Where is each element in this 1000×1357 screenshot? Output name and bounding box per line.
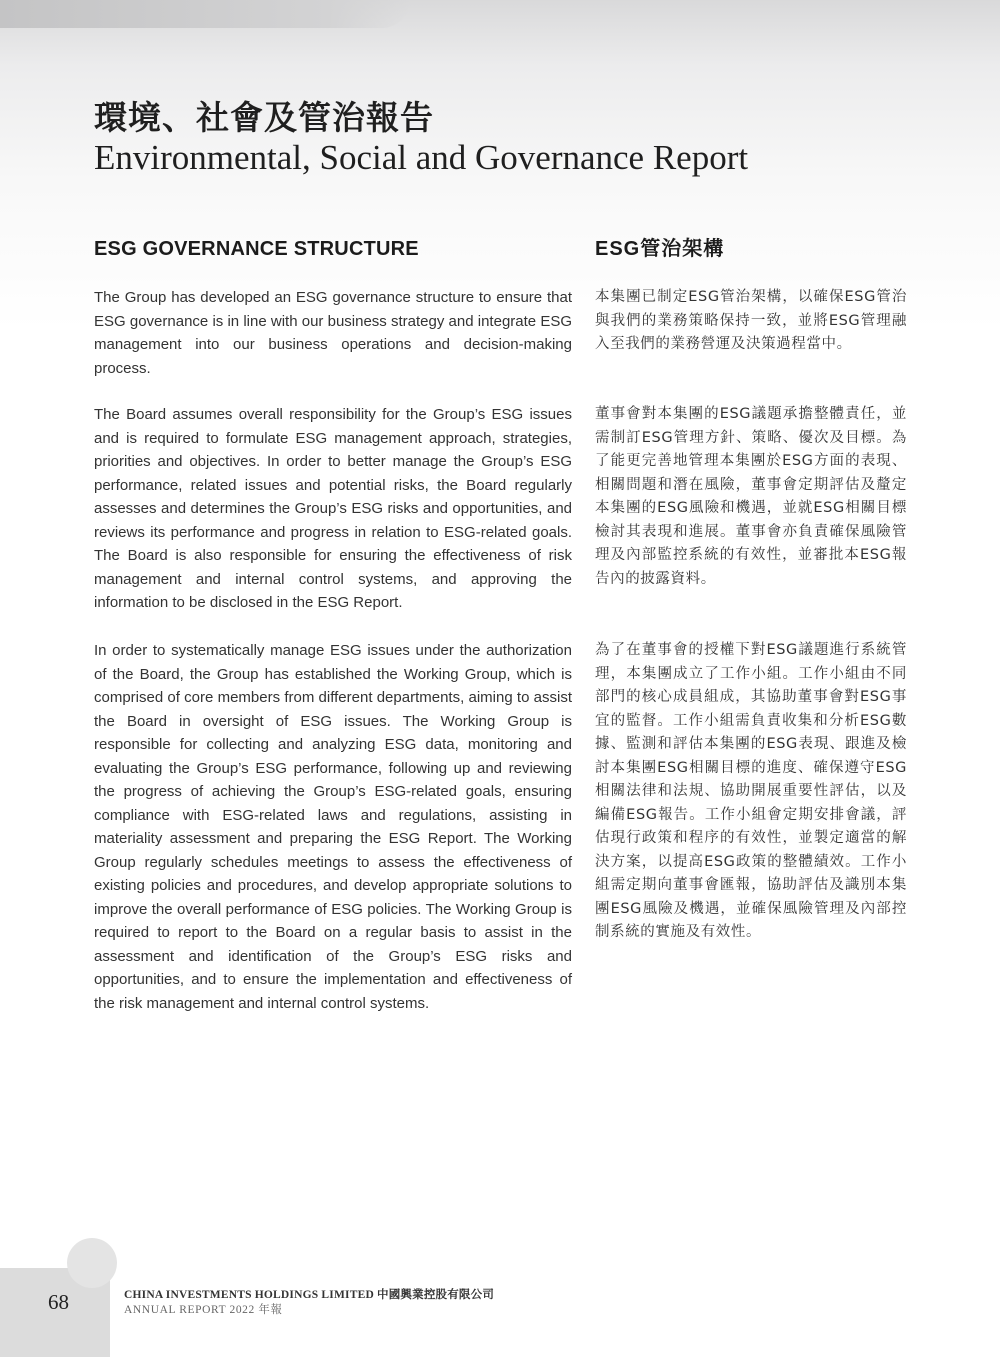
paragraph-zh-2: 董事會對本集團的ESG議題承擔整體責任，並需制訂ESG管理方針、策略、優次及目標。為了能更完善地管理本集團於ESG方面的表現、相關問題和潛在風險，董事會定期評估及釐定本集團的ESG風險和機遇，並就ESG相關目標檢討其表現和進展。董事會亦負責確保風險管理及內部監控系統的有效性，並審批本ESG報告內的披露資料。: [595, 406, 907, 587]
footer-company-name: CHINA INVESTMENTS HOLDINGS LIMITED 中國興業控股有限公司: [124, 1289, 495, 1301]
page-title-chinese: 環境、社會及管治報告: [94, 98, 434, 137]
paragraph-zh-1: 本集團已制定ESG管治架構，以確保ESG管治與我們的業務策略保持一致，並將ESG管理融入至我們的業務營運及決策過程當中。: [595, 289, 907, 352]
paragraph-zh-3: 為了在董事會的授權下對ESG議題進行系統管理，本集團成立了工作小組。工作小組由不同部門的核心成員組成，其協助董事會對ESG事宜的監督。工作小組需負責收集和分析ESG數據、監測和評估本集團的ESG表現、跟進及檢討本集團ESG相關目標的進度、確保遵守ESG相關法律和法規、協助開展重要性評估，以及編備ESG報告。工作小組會定期安排會議，評估現行政策和程序的有效性，並製定適當的解決方案，以提高ESG政策的整體績效。工作小組需定期向董事會匯報，協助評估及識別本集團ESG風險及機遇，並確保風險管理及內部控制系統的實施及有效性。: [595, 642, 907, 940]
section-heading-english: ESG GOVERNANCE STRUCTURE: [94, 238, 419, 260]
page-title-english: Environmental, Social and Governance Report: [94, 138, 749, 177]
footer-decorative-circle: [67, 1238, 117, 1288]
header-corner-tab: [0, 0, 410, 28]
paragraph-en-3: In order to systematically manage ESG issues under the authorization of the Board, the Group has established the Working Group, which is comprised of core members from different departments, aiming to assist the Board in oversight of ESG issues. The Working Group is responsible for collecting and analyzing ESG data, monitoring and evaluating the Group’s ESG performance, following up and reviewing the progress of achieving the Group’s ESG-related goals, ensuring compliance with ESG-related laws and regulations, assisting in materiality assessment and preparing the ESG Report. The Working Group regularly schedules meetings to assess the effectiveness of existing policies and procedures, and develop appropriate solutions to improve the overall performance of ESG policies. The Working Group is required to report to the Board on a regular basis to assist in the assessment and identification of the Group’s ESG risks and opportunities, and to ensure the implementation and effectiveness of the risk management and internal control systems.: [94, 642, 572, 1012]
footer-report-title: ANNUAL REPORT 2022 年報: [124, 1304, 283, 1316]
paragraph-en-1: The Group has developed an ESG governance structure to ensure that ESG governance is in line with our business strategy and integrate ESG management into our business operations and decision-making process.: [94, 289, 572, 377]
paragraph-en-2: The Board assumes overall responsibility for the Group’s ESG issues and is required to formulate ESG management approach, strategies, priorities and objectives. In order to better manage the Group’s ESG performance, related issues and potential risks, the Board regularly assesses and determines the Group’s ESG risks and opportunities, and reviews its performance and progress in relation to ESG-related goals. The Board is also responsible for ensuring the effectiveness of risk management and internal control systems, and approving the information to be disclosed in the ESG Report.: [94, 406, 572, 611]
section-heading-chinese: ESG管治架構: [595, 238, 725, 260]
page-number: 68: [48, 1290, 69, 1314]
